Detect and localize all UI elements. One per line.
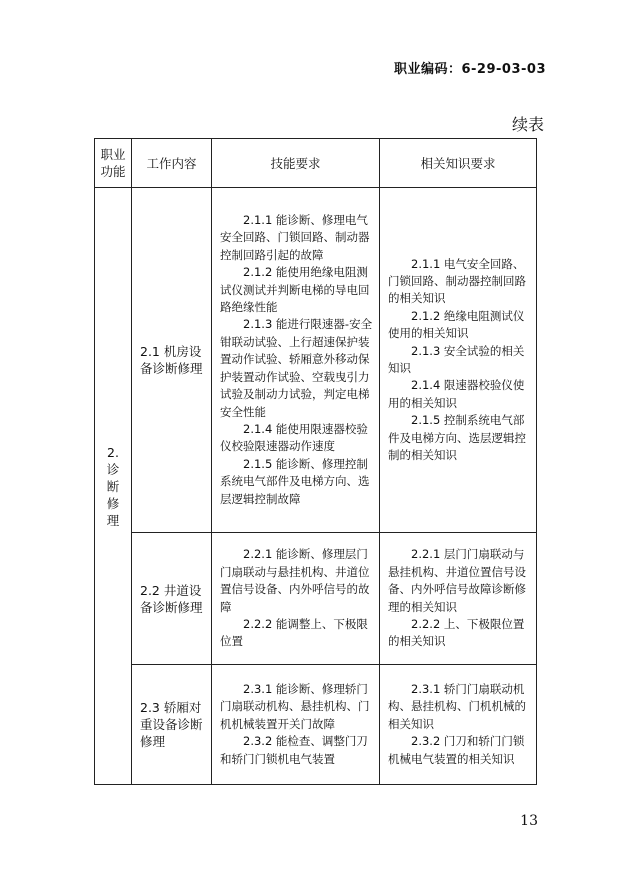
skills-cell — [212, 188, 380, 533]
table-header-row — [95, 139, 537, 188]
knowledge-cell — [380, 533, 537, 665]
skills-table — [94, 138, 537, 785]
function-label: 2. 诊断修理 — [106, 444, 120, 528]
skill-item: 2.1.5 能诊断、修理控制系统电气部件及电梯方向、选层逻辑控制故障 — [220, 456, 370, 506]
knowledge-cell — [380, 188, 537, 533]
knowledge-item: 2.2.2 上、下极限位置的相关知识 — [388, 616, 525, 649]
occupation-code: 职业编码：6-29-03-03 — [393, 62, 546, 77]
knowledge-item: 2.1.2 绝缘电阻测试仪使用的相关知识 — [388, 308, 525, 341]
table-row — [95, 188, 537, 533]
skills-cell — [212, 665, 380, 785]
content-cell: 2.3 轿厢对重设备诊断修理 — [132, 665, 212, 785]
skill-item: 2.3.2 能检查、调整门刀和轿门门锁机电气装置 — [220, 734, 368, 766]
header-content: 工作内容 — [132, 139, 212, 188]
content-cell: 2.1 机房设备诊断修理 — [132, 188, 212, 533]
content-cell: 2.2 井道设备诊断修理 — [132, 533, 212, 665]
knowledge-item: 2.1.1 电气安全回路、门锁回路、制动器控制回路的相关知识 — [388, 256, 526, 306]
skill-item: 2.1.1 能诊断、修理电气安全回路、门锁回路、制动器控制回路引起的故障 — [220, 213, 370, 262]
table-row — [95, 533, 537, 665]
knowledge-item: 2.1.5 控制系统电气部件及电梯方向、选层逻辑控制的相关知识 — [388, 413, 526, 463]
header-skills: 技能要求 — [212, 139, 380, 188]
table-row — [95, 665, 537, 785]
header-function: 职业功能 — [95, 139, 132, 188]
skills-cell — [212, 533, 380, 665]
function-cell — [95, 188, 132, 785]
skill-item: 2.1.4 能使用限速器校验仪校验限速器动作速度 — [220, 421, 368, 454]
knowledge-item: 2.1.4 限速器校验仪使用的相关知识 — [388, 378, 525, 410]
skill-item: 2.2.1 能诊断、修理层门门扇联动与悬挂机构、井道位置信号设备、内外呼信号的故障 — [220, 547, 370, 614]
skill-item: 2.1.2 能使用绝缘电阻测试仪测试并判断电梯的导电回路绝缘性能 — [220, 265, 370, 315]
knowledge-cell — [380, 665, 537, 785]
skill-item: 2.1.3 能进行限速器-安全钳联动试验、上行超速保护装置动作试验、轿厢意外移动保护装置动作试验、空载曳引力试验及制动力试验，判定电梯安全性能 — [220, 317, 373, 419]
skill-item: 2.3.1 能诊断、修理轿门门扇联动机构、悬挂机构、门机机械装置开关门故障 — [220, 681, 370, 731]
skill-item: 2.2.2 能调整上、下极限位置 — [220, 616, 368, 649]
knowledge-item: 2.3.1 轿门门扇联动机构、悬挂机构、门机机械的相关知识 — [388, 681, 526, 731]
page-number: 13 — [520, 813, 538, 829]
continued-label: 续表 — [511, 115, 544, 134]
header-knowledge: 相关知识要求 — [380, 139, 537, 188]
knowledge-item: 2.1.3 安全试验的相关知识 — [388, 343, 525, 375]
knowledge-item: 2.3.2 门刀和轿门门锁机械电气装置的相关知识 — [388, 734, 525, 766]
knowledge-item: 2.2.1 层门门扇联动与悬挂机构、井道位置信号设备、内外呼信号故障诊断修理的相关知识 — [388, 547, 526, 614]
